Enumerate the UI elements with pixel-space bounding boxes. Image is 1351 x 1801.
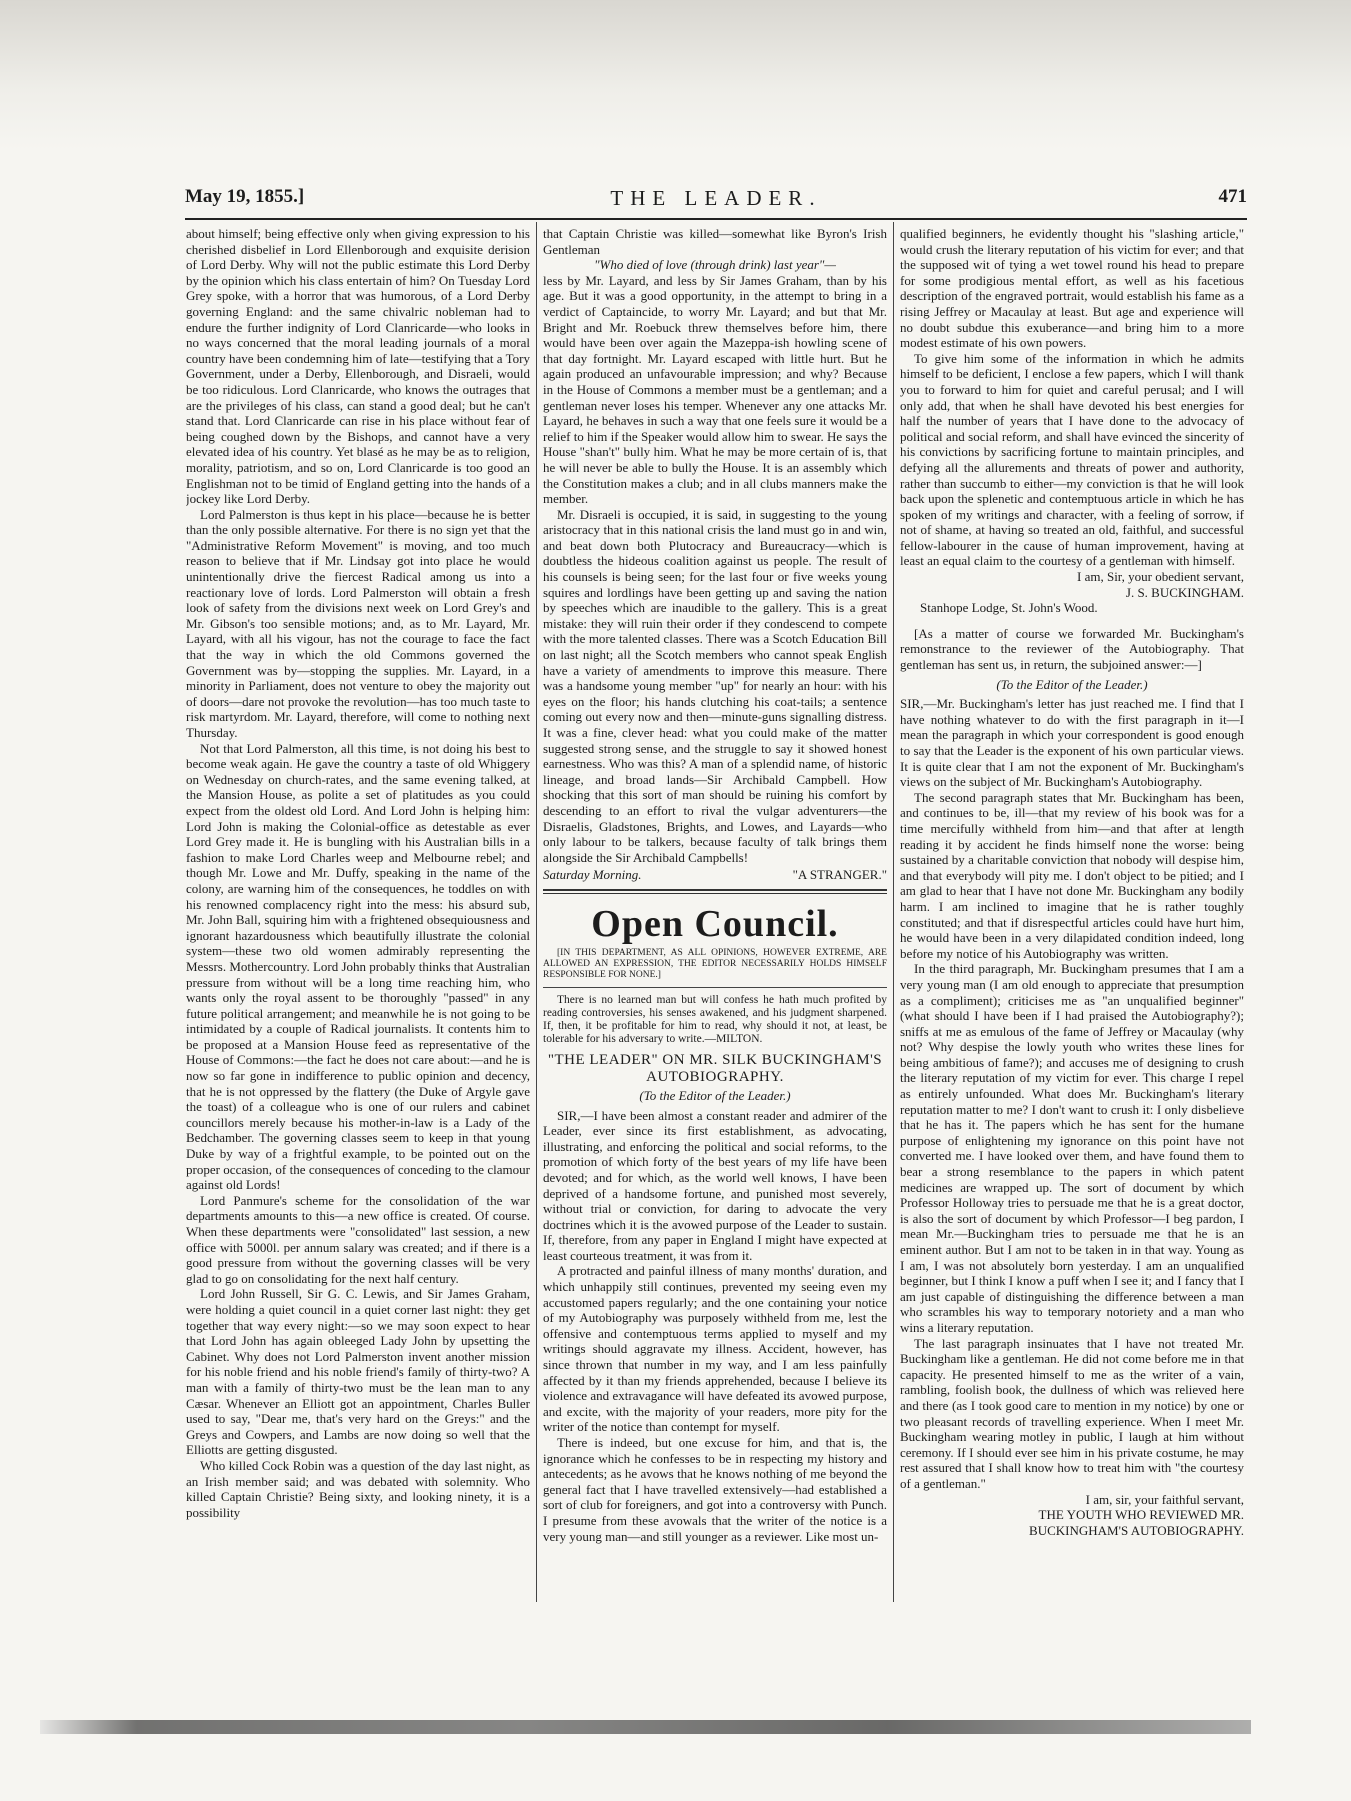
editor-note: [As a matter of course we forwarded Mr. Buckingham's remonstrance to the reviewer of the Autobiography. That gentleman has sent us, in return, the subjoined answer:—] [900,625,1244,673]
paragraph: Not that Lord Palmerston, all this time, is not doing his best to become weak again. He gave the country a taste of old Whiggery on Wednesday on church-rates, and the same evening talked, at the Mansion House, as polite a set of platitudes as you could expect from the oldest old Lord. And Lord John is helping him: Lord John is making the Colonial-office as detestable as ever Lord Grey made it. He is bungling with his Australian bills in a fashion to make Lord Charles weep and Melbourne rebel; and though Mr. Lowe and Mr. Duffy, speaking in the name of the colony, are warning him of the consequences, he toddles on with his renowned complacency right into the mess: his absurd sub, Mr. John Ball, squiring him with a frightened obsequiousness and ignorant hazardousness which beautifully illustrate the colonial system—these two old women admirably representing the Messrs. Mothercountry. Lord John probably thinks that Australian pressure from without will be a long time reaching him, who wants only the royal assent to be thoroughly "passed" in any future political arrangement; and meanwhile he is not going to be intimidated by a couple of Radical journalists. It contents him to be proposed at a Mansion House feed as representative of the House of Commons:—the fact he does not care about:—and he is now so far gone in indifference to public opinion and decency, that he is not oppressed by the flattery (the Duke of Argyle gave the toast) of a colleague who is one of our rulers and cabinet councillors merely because his mother-in-law is a Lady of the Bedchamber. The governing classes seem to keep in that young Duke by way of a frightful example, to be pointed out on the proper occasion, of the consequences of conceding to the clamour against old Lords! [186,740,530,1193]
scan-edge-bottom [40,1720,1251,1734]
scan-margin-top [0,0,1351,150]
masthead [185,186,1247,216]
paragraph: less by Mr. Layard, and less by Sir James Graham, than by his age. But it was a good opportunity, in the attempt to bring in a verdict of Captaincide, to worry Mr. Layard; and but that Mr. Bright and Mr. Roebuck threw themselves before him, there would have been over again the Mazeppa-ish howling scene of that day fortnight. Mr. Layard escaped with little hurt. But he again produced an unfavourable impression; and why? Because in the House of Commons a member must be a gentleman; and a gentleman never loses his temper. Whenever any one attacks Mr. Layard, he behaves in such a way that one feels sure it would be a relief to him if the Speaker would allow him to swear. He says the House "shan't" bully him. What he may be more certain of is, that he will never be able to bully the House. It is an assembly which the Constitution makes a club; and in all clubs manners make the member. [543,272,887,507]
paragraph: To give him some of the information in which he admits himself to be deficient, I enclose a few papers, which I will thank you to forward to him for quiet and careful perusal; and I will only add, that when he shall have devoted his best energies for half the number of years that I have done to the advocacy of political and social reform, and shall have evinced the sincerity of his convictions by sacrificing fortune to maintain principles, and defying all the allurements and threats of power and authority, rather than succumb to either—my conviction is that he will look back upon the splenetic and contemptuous article in which he has spoken of my writings and character, with a feeling of sorrow, if not of shame, at having so treated an old, faithful, and successful fellow-labourer in the cause of human improvement, having at least an equal claim to the courtesy of a gentleman with himself. [900,350,1244,569]
paragraph: Lord Panmure's scheme for the consolidation of the war departments amounts to this—a new office is created. Of course. When these departments were "consolidated" last session, a new office with 5000l. per annum salary was created; and if there is a good pressure from without the governing classes will be very glad to go on consolidating for the next half century. [186,1192,530,1286]
issue-date: May 19, 1855.] [185,186,305,207]
column-divider [536,222,537,1602]
article-title: "THE LEADER" ON MR. SILK BUCKINGHAM'S AUTOBIOGRAPHY. [547,1051,883,1085]
closing: I am, Sir, your obedient servant, [1077,569,1244,585]
section-rule [543,889,887,894]
column-divider [893,222,894,1602]
paragraph: A protracted and painful illness of many months' duration, and which unhappily still continues, prevented my seeing even my accustomed papers regularly; and the one containing your notice of my Autobiography was purposely withheld from me, lest the offensive and contemptuous terms applied to myself and my writings should aggravate my illness. Accident, however, has since thrown that number in my way, and I am less painfully affected by it than my friends apprehended, because I believe its violence and extravagance will have defeated its avowed purpose, and excite, with the majority of your readers, more pity for the writer of the notice than contempt for myself. [543,1263,887,1435]
section-heading: Open Council. [591,902,839,945]
paragraph: The last paragraph insinuates that I have not treated Mr. Buckingham like a gentleman. He did not come before me in that capacity. He presented himself to me as the writer of a vain, rambling, foolish book, the dullness of which was relieved here and there (as I took good care to mention in my notice) by one or two pleasant records of travelling experience. When I meet Mr. Buckingham wearing motley in public, I laugh at him without ceremony. If I should ever see him in his private costume, he may rest assured that I shall know how to treat him with "the courtesy of a gentleman." [900,1335,1244,1491]
paragraph: Lord John Russell, Sir G. C. Lewis, and Sir James Graham, were holding a quiet council in a quiet corner last night: they get together that way every night:—so we may soon expect to hear that Lord John has again obleeged Lady John by upsetting the Cabinet. Why does not Lord Palmerston invent another mission for his noble friend and his noble friend's family of thirty-two? A man with a family of thirty-two must be the lean man to any Cæsar. Whenever an Elliott got an appointment, Charles Buller used to say, "Dear me, that's very hard on the Greys:" and the Greys and Cowpers, and Lambs are now doing so well that the Elliotts are getting disgusted. [186,1286,530,1458]
paragraph: that Captain Christie was killed—somewhat like Byron's Irish Gentleman [543,226,887,257]
page-number: 471 [1218,186,1247,207]
newspaper-title: THE LEADER. [610,186,822,210]
epigraph: There is no learned man but will confess he hath much profited by reading controversies, his senses awakened, and his judgment sharpened. If, then, it be profitable for him to read, why should it not, at least, be tolerable for his adversary to write.—MILTON. [543,993,887,1045]
paragraph: There is indeed, but one excuse for him, and that is, the ignorance which he confesses to be in respecting my history and antecedents; as he avows that he knows nothing of me beyond the general fact that I have travelled extensively—had established a sort of club for foreigners, and got into a controversy with Punch. I presume from these avowals that the writer of the notice is a very young man—and still younger as a reviewer. Like most un- [543,1435,887,1544]
signature: J. S. BUCKINGHAM. [1125,584,1244,600]
paragraph: Who killed Cock Robin was a question of the day last night, as an Irish member said; and was debated with solemnity. Who killed Captain Christie? Being sixty, and looking ninety, it is a possibility [186,1457,530,1520]
paragraph: The second paragraph states that Mr. Buckingham has been, and continues to be, ill—that my review of his book was for a time mercifully withheld from him—and that after at length reading it by accident he finds himself none the worse: being sustained by a charitable conviction that nobody will despise him, and that everybody will pity me. I don't object to be pitied; and I am glad to hear that I have not done Mr. Buckingham any bodily harm. I am inclined to imagine that he is rather toughly constituted; and that if disrespectful articles could have hurt him, he would have been in a very dilapidated condition indeed, long before my notice of his Autobiography was written. [900,789,1244,961]
verse-quote: "Who died of love (through drink) last year"— [594,257,836,273]
paragraph: SIR,—Mr. Buckingham's letter has just reached me. I find that I have nothing whatever to do with the first paragraph in it—I mean the paragraph in which your correspondent is good enough to say that the Leader is the exponent of his own particular views. It is quite clear that I am not the exponent of Mr. Buckingham's views on the subject of Mr. Buckingham's Autobiography. [900,696,1244,790]
reply-subtitle: (To the Editor of the Leader.) [996,676,1148,692]
column-3 [900,226,1244,1606]
paragraph: about himself; being effective only when giving expression to his cherished disbelief in Lord Ellenborough and exquisite derision of Lord Derby. Why will not the public estimate this Lord Derby by the opinion which his class entertain of him? On Tuesday Lord Grey spoke, with a horror that was humorous, of a Lord Derby governing England: and the same chivalric nobleman had to endure the further indignity of Lord Clanricarde—who looks in no ways concerned that the moral leading journals of a moral country have been condemning him of late—testifying that a Tory Government, under a Derby, Ellenborough, and Disraeli, would be too ridiculous. Lord Clanricarde, who knows the outrages that are the privileges of his class, can stand a good deal; but he can't stand that. Lord Clanricarde can rise in his place without fear of being coughed down by the Bishops, and cannot have a very elevated idea of his country. Yet blasé as he may be as to religion, morality, patriotism, and so on, Lord Clanricarde is too good an Englishman not to be timid of England getting into the hands of a jockey like Lord Derby. [186,226,530,507]
closing: I am, sir, your faithful servant, [1085,1491,1244,1507]
divider [543,987,887,988]
column-1 [186,226,530,1606]
paragraph: Mr. Disraeli is occupied, it is said, in suggesting to the young aristocracy that in this national crisis the land must go in and win, and beat down both Plutocracy and Bureaucracy—which is doubtless the hideous coalition against us people. The result of his counsels is being seen; for the last four or five weeks young squires and lordlings have been getting up and saving the nation by speeches which are inaudible to the gallery. This is a great mistake: they will ruin their order if they condescend to compete with the more talented classes. There was a Scotch Education Bill on last night; all the Scotch members who cannot speak English have a variety of amendments to improve this measure. There was a handsome young member "up" for nearly an hour: with his eyes on the floor; his hands clutching his coat-tails; a sentence coming out every now and then—minute-guns signalling distress. It was a fine, clever head: what you could make of the matter suggested strong sense, and the struggle to say it showed honest earnestness. Who was this? A man of a splendid name, of historic lineage, and broad lands—Sir Archibald Campbell. How shocking that this sort of man should be ruining his comfort by descending to an effort to rival the vulgar adventurers—the Disraelis, Gladstones, Brights, and Lowes, and Layards—who only labour to be talkers, because faculty of talk brings them alongside the Sir Archibald Campbells! [543,506,887,865]
paragraph: qualified beginners, he evidently thought his "slashing article," would crush the literary reputation of his victim for ever; and that the supposed wit of tying a wet towel round his head to prepare for some prodigious mental effort, as well as his facetious description of the engraved portrait, would establish his fame as a rising Jeffrey or Macaulay at least. But age and experience will no doubt subdue this exuberance—and bring him to a more modest estimate of his own powers. [900,226,1244,351]
paragraph: SIR,—I have been almost a constant reader and admirer of the Leader, ever since its first establishment, as advocating, illustrating, and enforcing the political and social reforms, to the promotion of which forty of the best years of my life have been devoted; and for which, as the world well knows, I have been deprived of a handsome fortune, and punished most severely, without trial or conviction, for daring to advocate the very doctrines which it is the avowed purpose of the Leader to sustain. If, therefore, from any paper in England I might have expected at least courteous treatment, it was from it. [543,1107,887,1263]
masthead-rule [185,218,1247,220]
address: Stanhope Lodge, St. John's Wood. [920,600,1098,616]
column-2 [543,226,887,1606]
editorial-notice: [IN THIS DEPARTMENT, AS ALL OPINIONS, HOWEVER EXTREME, ARE ALLOWED AN EXPRESSION, THE EDITOR NECESSARILY HOLDS HIMSELF RESPONSIBLE FOR NONE.] [543,947,887,980]
signoff-author: "A STRANGER." [792,867,887,883]
signoff [543,867,887,883]
article-subtitle: (To the Editor of the Leader.) [639,1087,791,1103]
paragraph: In the third paragraph, Mr. Buckingham presumes that I am a very young man (I am old enough to appreciate that presumption as a compliment); criticises me as "an unqualified beginner" (what should I have been if I had praised the Autobiography?); sniffs at me as emulous of the fame of Jeffrey or Macaulay (why not? Why despise the lowly youth who writes these lines for being ambitious of fame?); and accuses me of designing to crush the literary reputation of my victim for ever. This charge I repel as entirely unfounded. What does Mr. Buckingham's literary reputation matter to me? I don't want to crush it: I only disbelieve that he has it. The papers which he has sent for the humane purpose of enlightening my ignorance on this point have not converted me. I have looked over them, and have found them to bear a strong resemblance to the papers in which patent medicines are wrapped up. The sort of document by which Professor Holloway tries to persuade me that he is a great doctor, is also the sort of document by which Professor—I beg pardon, I mean Mr.—Buckingham tries to persuade me that he is an eminent author. But I am not to be taken in in that way. Young as I am, I was not absolutely born yesterday. I am an unqualified beginner, but I think I know a puff when I see it; and I fancy that I am just capable of distinguishing the difference between a man who scrambles his way to temporary notoriety and a man who wins a literary reputation. [900,961,1244,1335]
signature: THE YOUTH WHO REVIEWED MR. [1038,1507,1244,1523]
paragraph: Lord Palmerston is thus kept in his place—because he is better than the only possible alternative. For there is no sign yet that the "Administrative Reform Movement" is moving, and too much reason to believe that if Mr. Lindsay got into place he would unintentionally drive the fiercest Radical among us into a reactionary love of lords. Lord Palmerston will obtain a fresh look of safety from the divisions next week on Lord Grey's and Mr. Gibson's too sensible motions; and, as to Mr. Layard, Mr. Layard, with all his vigour, has not the courage to face the fact that the way in which the old Commons governed the Government was by—stopping the supplies. Mr. Layard, in a minority in Parliament, does not venture to obey the majority out of doors—dare not provoke the revolution—has too much taste to risk martyrdom. Mr. Layard, therefore, will come to nothing next Thursday. [186,506,530,740]
signoff-date: Saturday Morning. [543,867,642,883]
signature: BUCKINGHAM'S AUTOBIOGRAPHY. [1029,1522,1244,1538]
